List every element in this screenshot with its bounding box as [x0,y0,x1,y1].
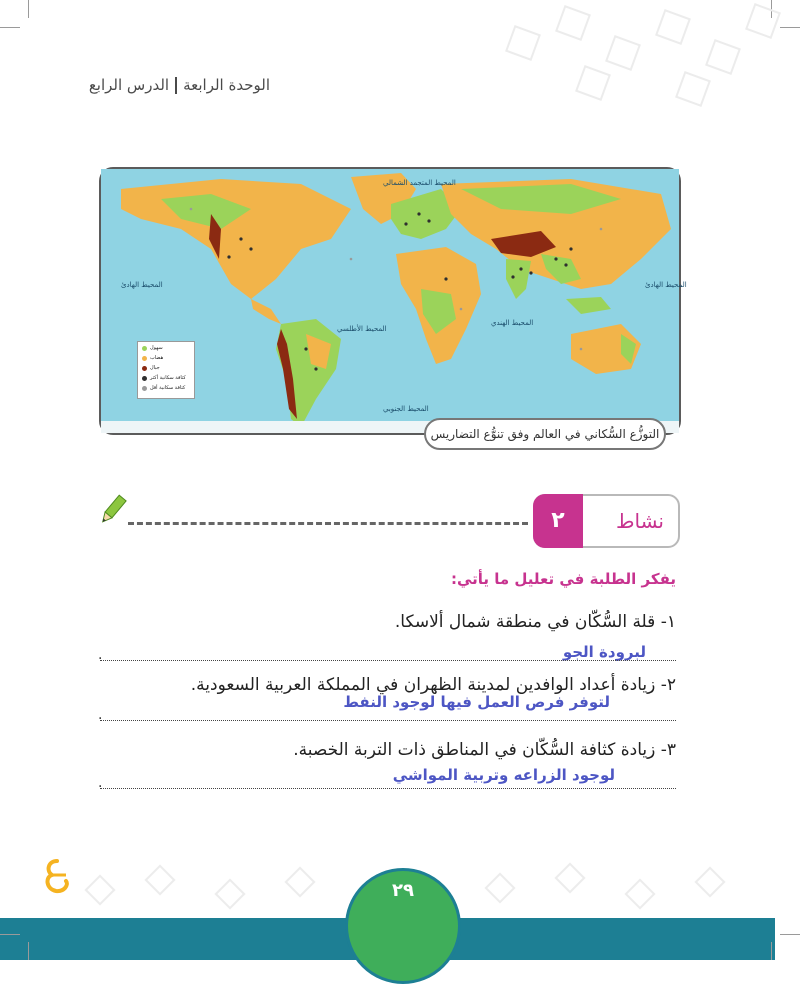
logo-icon [42,857,72,897]
question-3: ٣- زيادة كثافة السُّكّان في المناطق ذات التربة الخصبة. [293,740,676,760]
answer-line-3 [100,788,676,789]
map-legend [137,341,195,399]
answer-line-2 [100,720,676,721]
crop-mark [780,934,800,935]
activity-number: ٢ [533,494,583,548]
label-arctic-ocean: المحيط المتجمد الشمالي [383,179,456,187]
legend-swatch [142,356,147,361]
crop-mark [28,0,29,18]
legend-label: هضاب [150,355,164,361]
crop-mark [0,27,20,28]
label-pacific-ocean-right: المحيط الهادئ [645,281,687,289]
lesson-title: الدرس الرابع [88,76,170,94]
activity-header [533,494,680,548]
decorative-pattern [470,0,800,110]
crop-mark [0,934,20,935]
legend-swatch [142,346,147,351]
answer-line-1 [100,660,676,661]
legend-label: كثافة سكانية أقل [150,385,186,391]
activity-label: نشاط [616,509,664,533]
legend-swatch [142,386,147,391]
label-southern-ocean: المحيط الجنوبي [383,405,429,413]
legend-label: جبال [150,365,160,371]
answer-3: لوجود الزراعه وتربية المواشي [392,766,615,784]
map-caption: التوزُّع السُّكاني في العالم وفق تنوُّع التضاريس [424,418,666,450]
pencil-icon [96,494,128,526]
dashed-divider [128,522,528,525]
legend-swatch [142,376,147,381]
page-number: ٢٩ [392,880,414,901]
label-indian-ocean: المحيط الهندي [491,319,534,327]
unit-title: الوحدة الرابعة [183,76,270,94]
legend-swatch [142,366,147,371]
activity-instruction: يفكر الطلبة في تعليل ما يأتي: [450,570,676,588]
answer-1: لبرودة الجو [562,643,646,661]
world-map [99,167,687,435]
page-header [89,76,270,94]
label-atlantic-ocean: المحيط الأطلسي [337,325,387,333]
question-2: ٢- زيادة أعداد الوافدين لمدينة الظهران في المملكة العربية السعودية. [190,675,676,695]
crop-mark [28,942,29,960]
label-pacific-ocean-left: المحيط الهادئ [121,281,163,289]
question-1: ١- قلة السُّكّان في منطقة شمال ألاسكا. [394,612,676,632]
legend-label: كثافة سكانية أكثر [150,375,186,381]
crop-mark [771,942,772,960]
header-separator [175,77,177,94]
answer-2: لتوفر فرص العمل فيها لوجود النفط [343,693,610,711]
legend-label: سهول [150,345,163,351]
